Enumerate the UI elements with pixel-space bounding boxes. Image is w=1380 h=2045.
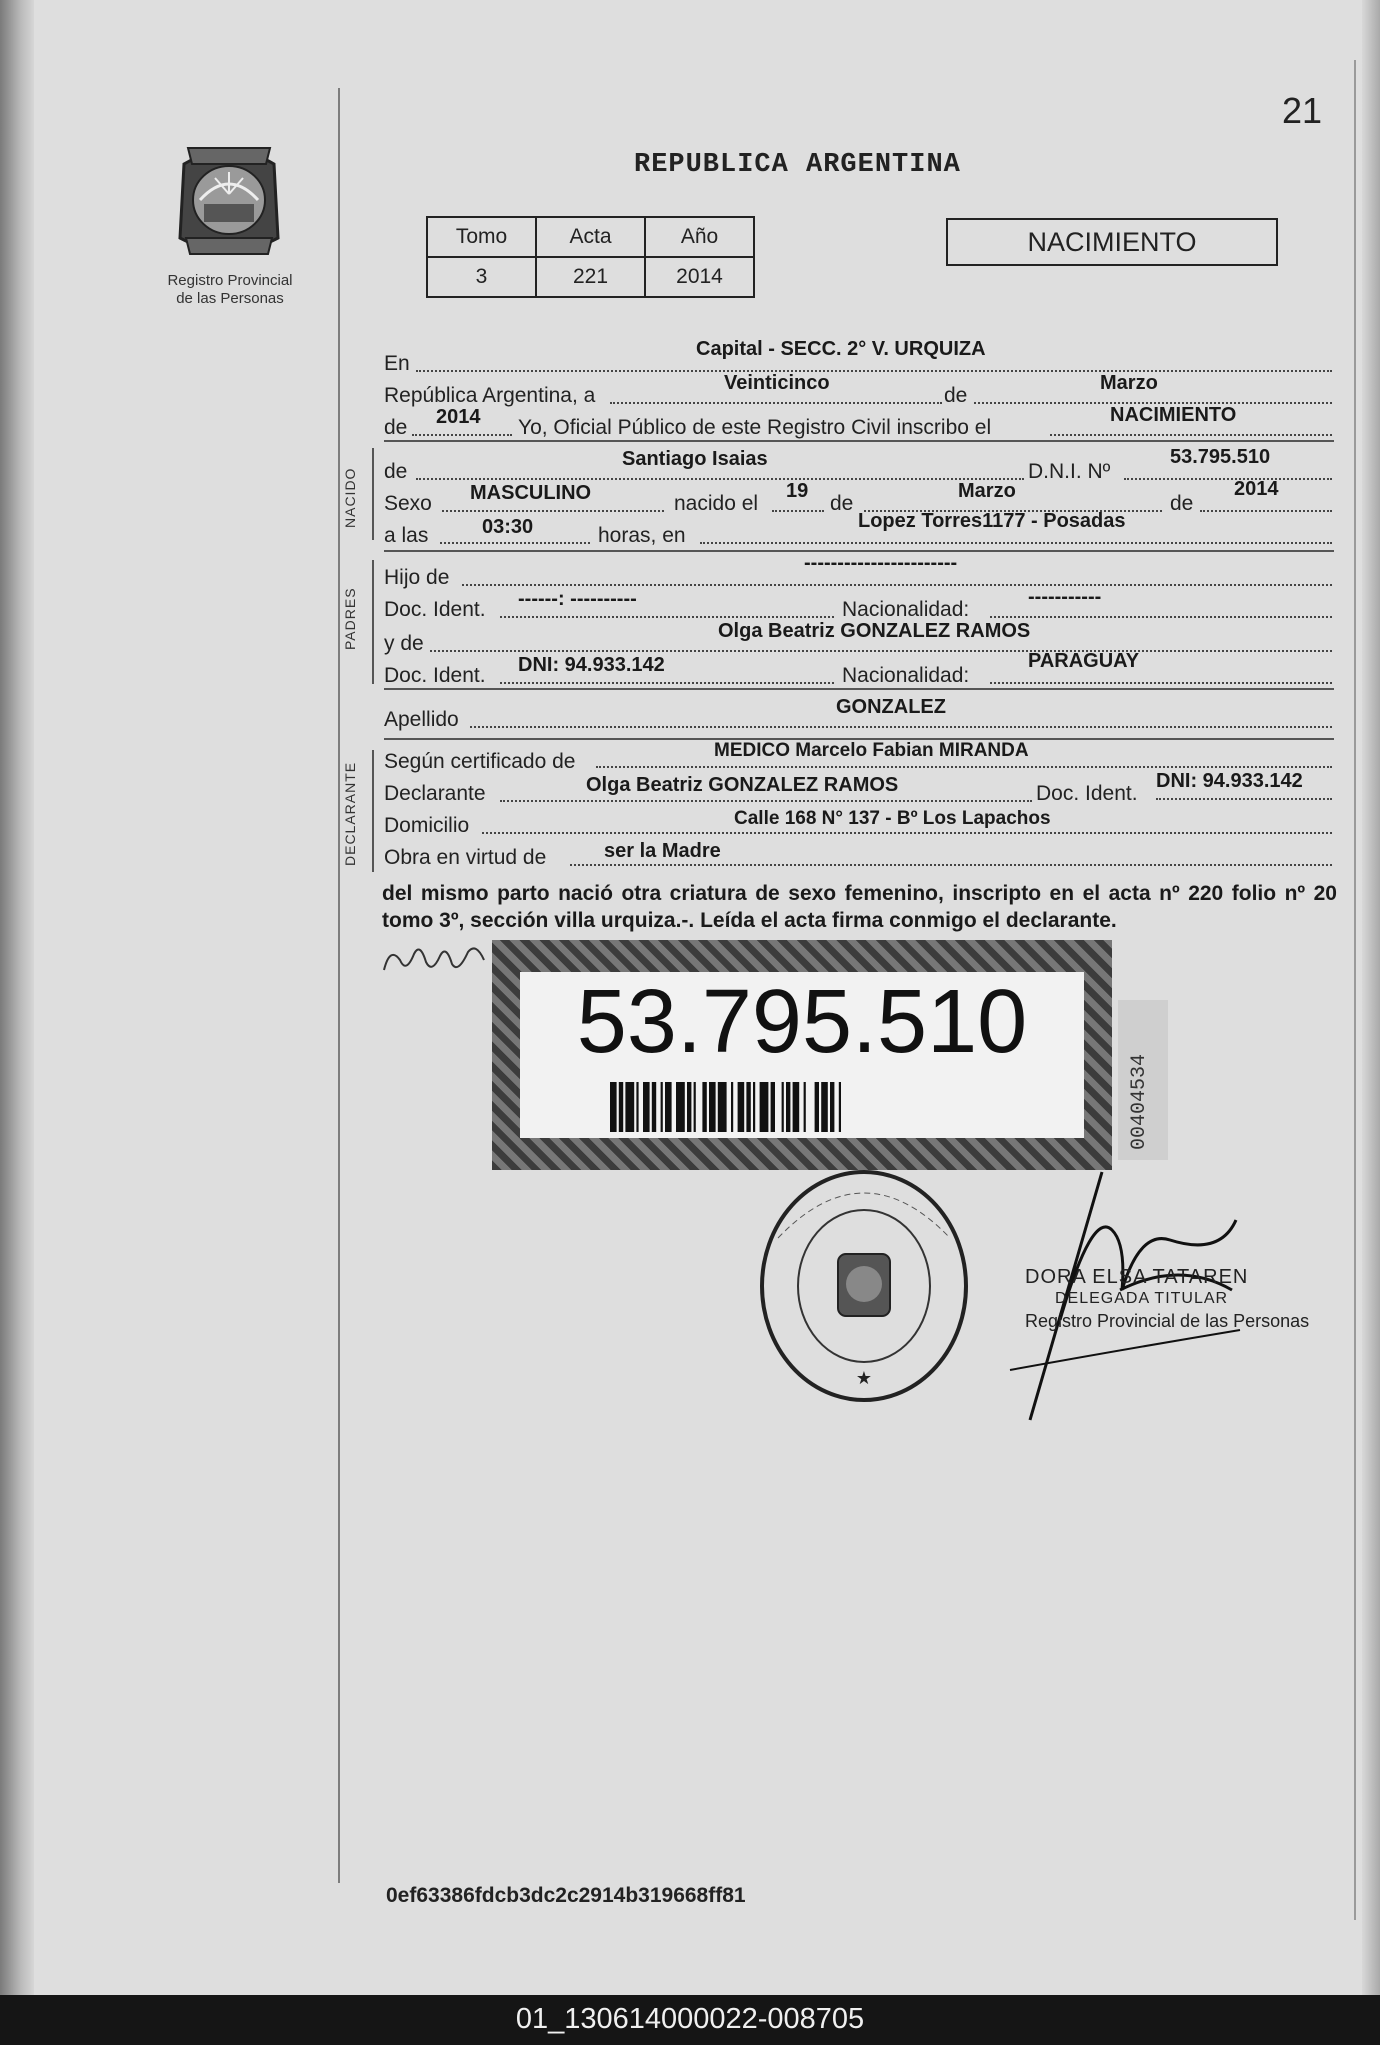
dotted-line <box>1200 510 1332 512</box>
dotted-line <box>416 370 1332 372</box>
section-separator <box>384 440 1334 442</box>
y-de-label: y de <box>384 632 424 655</box>
certifier: MEDICO Marcelo Fabian MIRANDA <box>714 740 1029 761</box>
doc-ident-label: Doc. Ident. <box>1036 782 1138 805</box>
dni-sticker <box>492 940 1112 1170</box>
intro-month: Marzo <box>1100 372 1158 394</box>
mother-name: Olga Beatriz GONZALEZ RAMOS <box>718 620 1031 642</box>
dotted-line <box>462 584 1332 586</box>
dotted-line <box>500 800 1032 802</box>
intro-act: NACIMIENTO <box>1110 404 1237 426</box>
nacionalidad-label: Nacionalidad: <box>842 664 970 687</box>
signer-block <box>1025 1266 1309 1332</box>
scan-filename: 01_130614000022-008705 <box>0 1995 1380 2045</box>
statement-text: Yo, Oficial Público de este Registro Civil inscribo el <box>518 416 992 439</box>
barcode-icon <box>610 1082 990 1132</box>
annotation-note: del mismo parto nació otra criatura de sexo femenino, inscripto en el acta nº 220 folio nº 20 tomo 3º, sección villa urquiza.-. Leída el acta firma conmigo el declarante. <box>382 882 1337 932</box>
dotted-line <box>500 682 834 684</box>
dotted-line <box>442 510 664 512</box>
dotted-line <box>610 402 942 404</box>
apellido-label: Apellido <box>384 708 459 731</box>
de-label: de <box>830 492 854 515</box>
dni-label: D.N.I. Nº <box>1028 460 1111 483</box>
father-doc: ------: ---------- <box>518 588 637 610</box>
nacionalidad-label: Nacionalidad: <box>842 598 970 621</box>
document-title: REPUBLICA ARGENTINA <box>634 150 961 180</box>
dotted-line <box>990 616 1332 618</box>
child-name: Santiago Isaias <box>622 448 768 470</box>
document-hash: 0ef63386fdcb3dc2c2914b319668ff81 <box>386 1884 746 1907</box>
declarant-name: Olga Beatriz GONZALEZ RAMOS <box>586 774 899 796</box>
section-separator <box>384 688 1334 690</box>
dotted-line <box>440 542 590 544</box>
nacido-de-label: de <box>384 460 408 483</box>
birth-day: 19 <box>786 480 809 502</box>
dotted-line <box>772 510 824 512</box>
section-bar <box>372 750 374 872</box>
svg-text:★: ★ <box>855 1368 873 1388</box>
tomo-value: 3 <box>427 257 536 297</box>
nacido-el-label: nacido el <box>674 492 759 515</box>
right-border-line <box>1354 60 1356 1920</box>
dotted-line <box>700 542 1332 544</box>
signer-name: DORA ELSA TATAREN <box>1025 1266 1249 1288</box>
official-seal-icon <box>758 1168 970 1404</box>
address: Calle 168 N° 137 - Bº Los Lapachos <box>734 808 1051 829</box>
mother-doc: DNI: 94.933.142 <box>518 654 665 676</box>
dotted-line <box>1050 434 1332 436</box>
surname: GONZALEZ <box>836 696 946 718</box>
dotted-line <box>596 766 1332 768</box>
organization-line-2: de las Personas <box>176 290 284 307</box>
organization-line-1: Registro Provincial <box>167 272 293 289</box>
mother-nationality: PARAGUAY <box>1028 650 1140 672</box>
dotted-line <box>430 650 1332 652</box>
serial-number: 00404534 <box>1128 1053 1151 1150</box>
dotted-line <box>1124 478 1332 480</box>
margin-line <box>338 88 340 1883</box>
signer-org: Registro Provincial de las Personas <box>1025 1311 1310 1331</box>
alas-label: a las <box>384 524 429 547</box>
sticker-label <box>520 972 1084 1138</box>
birth-year: 2014 <box>1234 478 1279 500</box>
intro-year: 2014 <box>436 406 481 428</box>
sexo-label: Sexo <box>384 492 432 515</box>
domicilio-label: Domicilio <box>384 814 470 837</box>
nacido-section-label: NACIDO <box>342 467 358 528</box>
page-number: 21 <box>1282 90 1323 131</box>
page-left-edge <box>0 0 34 1995</box>
de2-label: de <box>384 416 408 439</box>
child-dni: 53.795.510 <box>1170 446 1271 468</box>
register-table <box>426 216 755 298</box>
declarant-signature-icon <box>380 940 490 980</box>
dotted-line <box>570 864 1332 866</box>
declarant-paraph <box>380 940 490 987</box>
republic-label: República Argentina, a <box>384 384 596 407</box>
dotted-line <box>990 682 1332 684</box>
signer-role: DELEGADA TITULAR <box>1055 1290 1229 1307</box>
horas-en-label: horas, en <box>598 524 686 547</box>
tomo-header: Tomo <box>427 217 536 257</box>
sticker-number: 53.795.510 <box>576 972 1028 1072</box>
birth-month: Marzo <box>958 480 1016 502</box>
declarante-section-label: DECLARANTE <box>342 761 358 866</box>
father-name: ----------------------- <box>804 552 958 574</box>
acta-value: 221 <box>536 257 645 297</box>
record-type-box: NACIMIENTO <box>946 218 1278 266</box>
dotted-line <box>416 478 1024 480</box>
dotted-line <box>482 832 1332 834</box>
father-nationality: ----------- <box>1028 586 1102 608</box>
doc-ident-label: Doc. Ident. <box>384 598 486 621</box>
section-bar <box>372 448 374 540</box>
obra-value: ser la Madre <box>604 840 721 862</box>
declarant-doc: DNI: 94.933.142 <box>1156 770 1303 792</box>
certificado-label: Según certificado de <box>384 750 576 773</box>
dotted-line <box>470 726 1332 728</box>
anio-header: Año <box>645 217 754 257</box>
serial-strip <box>1118 1000 1168 1160</box>
birth-hour: 03:30 <box>482 516 534 538</box>
de-label: de <box>944 384 968 407</box>
intro-day: Veinticinco <box>724 372 830 394</box>
dotted-line <box>412 434 512 436</box>
padres-section-label: PADRES <box>342 587 358 650</box>
birth-place: Lopez Torres1177 - Posadas <box>858 510 1126 532</box>
child-sex: MASCULINO <box>470 482 592 504</box>
intro-place: Capital - SECC. 2° V. URQUIZA <box>696 338 986 360</box>
acta-header: Acta <box>536 217 645 257</box>
section-bar <box>372 560 374 684</box>
page-right-edge <box>1362 0 1380 1995</box>
declarante-label: Declarante <box>384 782 486 805</box>
misiones-crest-icon <box>170 138 288 266</box>
doc-ident-label: Doc. Ident. <box>384 664 486 687</box>
en-label: En <box>384 352 410 375</box>
dotted-line <box>500 616 834 618</box>
de-label: de <box>1170 492 1194 515</box>
organization-name <box>150 272 310 308</box>
hijo-de-label: Hijo de <box>384 566 450 589</box>
dotted-line <box>1156 798 1332 800</box>
obra-label: Obra en virtud de <box>384 846 547 869</box>
anio-value: 2014 <box>645 257 754 297</box>
